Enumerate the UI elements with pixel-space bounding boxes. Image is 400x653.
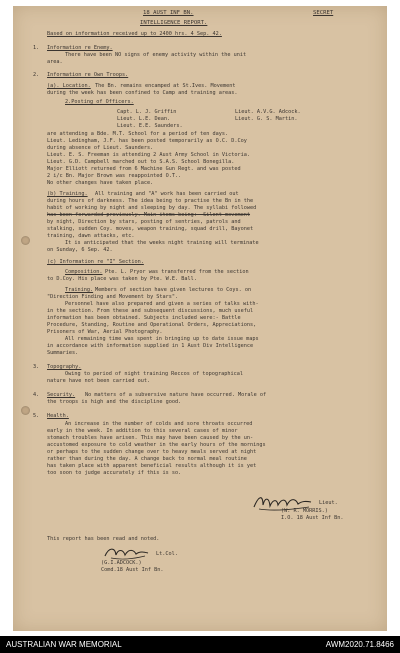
i-section-heading: (c) Information re "I" Section.: [47, 259, 144, 265]
posting-line: Major Elliott returned from 6 Machine Gun Regt. and was posted: [47, 166, 241, 172]
posting-line: are attending a Bde. M.T. School for a period of ten days.: [47, 131, 229, 137]
document-page: [13, 6, 387, 631]
io-rank: Lieut.: [319, 500, 338, 506]
report-body: [13, 6, 387, 631]
co-name: (G.I.ADCOCK.): [101, 560, 142, 566]
io-appointment: I.O. 18 Aust Inf Bn.: [281, 515, 344, 521]
section-5-line: too soon to judge accurately if this is so.: [47, 470, 182, 476]
section-1-heading: Information re Enemy.: [47, 45, 113, 51]
io-name: (W. R. MORRIS.): [281, 508, 328, 514]
co-rank: Lt.Col.: [156, 551, 178, 557]
training-line: habit of working by night and sleeping by day. The syllabi followed: [47, 205, 257, 211]
section-1-line: area.: [47, 59, 63, 65]
i-training-lead: Training.: [65, 287, 94, 293]
training-line: on Sunday, 6 Sep. 42.: [47, 247, 113, 253]
i-training-line: information has been obtained. Subjects included were:- Battle: [47, 315, 241, 321]
posting-line: Lieut. G.D. Campbell marched out to S.A.S. School Bonegilla.: [47, 159, 235, 165]
i-training-line: Members of section have given lectures to Coys. on: [95, 287, 252, 293]
posting-heading: 2.Posting of Officers.: [65, 99, 134, 105]
based-on-line: Based on information received up to 2400 hrs. 4 Sep. 42.: [47, 31, 222, 37]
section-2-number: 2.: [33, 72, 40, 78]
officer-name: Lieut. A.V.G. Adcock.: [235, 109, 301, 115]
section-5-line: has taken place with apparent beneficial results although it is yet: [47, 463, 257, 469]
section-3-line: nature have not been carried out.: [47, 378, 151, 384]
officer-name: Capt. L. J. Griffin: [117, 109, 177, 115]
location-line: The Bn. remains encamped at St.Ives. Movement: [95, 83, 236, 89]
classification-mark: SECRET: [313, 10, 334, 16]
posting-line: Lieut. E. S. Freeman is attending 2 Aust Army School in Victoria.: [47, 152, 251, 158]
section-5-number: 5.: [33, 413, 40, 419]
section-3-heading: Topography.: [47, 364, 82, 370]
report-title: INTELLIGENCE REPORT.: [140, 20, 208, 26]
training-line: All training and "A" work has been carried out: [95, 191, 239, 197]
training-line: It is anticipated that the weeks night training will terminate: [65, 240, 259, 246]
section-2-heading: Information re Own Troops.: [47, 72, 129, 78]
i-training-line: in the section. From these and subsequent discussions, much useful: [47, 308, 254, 314]
section-1-line: There have been NO signs of enemy activity within the unit: [65, 52, 247, 58]
training-line: by night, Direction by stars, posting of sentries, patrols and: [47, 219, 241, 225]
posting-line: during absence of Lieut. Saunders.: [47, 145, 154, 151]
location-line: during the week has been confined to Camp and training areas.: [47, 90, 238, 96]
archive-id: AWM2020.71.8466: [325, 640, 394, 649]
training-line: stalking, sudden Coy. moves, weapon training, squad drill, Bayonet: [47, 226, 254, 232]
section-1-number: 1.: [33, 45, 40, 51]
posting-line: Lieut. Ledingham, J.F. has been posted temporarily as O.C. D.Coy: [47, 138, 247, 144]
training-line: training, dawn attacks, etc.: [47, 233, 135, 239]
i-training-line: Summaries.: [47, 350, 79, 356]
training-lead: (b) Training.: [47, 191, 88, 197]
composition-line: to D.Coy. His place was taken by Pte. W.E. Ball.: [47, 276, 197, 282]
officer-name: Lieut. G. S. Martin.: [235, 116, 298, 122]
officer-name: Lieut. E.E. Saunders.: [117, 123, 183, 129]
i-training-line: "Direction Finding and Movement by Stars".: [47, 294, 179, 300]
section-3-number: 3.: [33, 364, 40, 370]
i-training-line: Prisoners of War, Aerial Photography.: [47, 329, 163, 335]
section-4-line: the troops is high and the discipline good.: [47, 399, 182, 405]
training-line: during hours of darkness. The idea being to practise the Bn in the: [47, 198, 254, 204]
unit-heading: 18 AUST INF BN.: [143, 10, 194, 16]
training-line: has been forwarded previously. Main items being:- Silent movement: [47, 212, 251, 218]
noted-line: This report has been read and noted.: [47, 536, 160, 542]
i-training-line: in accordance with information supplied in 1 Aust Div Intelligence: [47, 343, 254, 349]
posting-line: 2 i/c Bn. Major Brown was reappointed O.T..: [47, 173, 182, 179]
section-4-line: No matters of a subversive nature have occurred. Morale of: [85, 392, 267, 398]
composition-lead: Composition.: [65, 269, 103, 275]
section-4-heading: Security.: [47, 392, 76, 398]
location-lead: (a). Location.: [47, 83, 91, 89]
i-training-line: All remaining time was spent in bringing up to date issue maps: [65, 336, 259, 342]
officer-name: Lieut. L.E. Dean.: [117, 116, 171, 122]
i-training-line: Personnel have also prepared and given a series of talks with-: [65, 301, 259, 307]
section-5-line: or perhaps to the sudden change over to heavy meals served at night: [47, 449, 257, 455]
archive-name: AUSTRALIAN WAR MEMORIAL: [6, 640, 122, 649]
i-training-line: Procedure, Standing, Routine and Operational Orders, Appreciations,: [47, 322, 257, 328]
section-5-line: rather than during the day. A change back to normal meal routine: [47, 456, 247, 462]
composition-line: Pte. L. Pryor was transferred from the section: [105, 269, 249, 275]
section-4-number: 4.: [33, 392, 40, 398]
section-3-line: Owing to period of night training Reccos of topographical: [65, 371, 244, 377]
section-5-line: accustomed exposure to cold weather in the early hours of the mornings: [47, 442, 266, 448]
section-5-line: early in the week. In addition to this several cases of minor: [47, 428, 238, 434]
co-appointment: Comd.18 Aust Inf Bn.: [101, 567, 164, 573]
section-5-line: stomach troubles have arisen. This may have been caused by the un-: [47, 435, 254, 441]
section-5-heading: Health.: [47, 413, 69, 419]
posting-line: No other changes have taken place.: [47, 180, 154, 186]
archive-footer: [0, 636, 400, 653]
section-5-line: An increase in the number of colds and sore throats occurred: [65, 421, 253, 427]
